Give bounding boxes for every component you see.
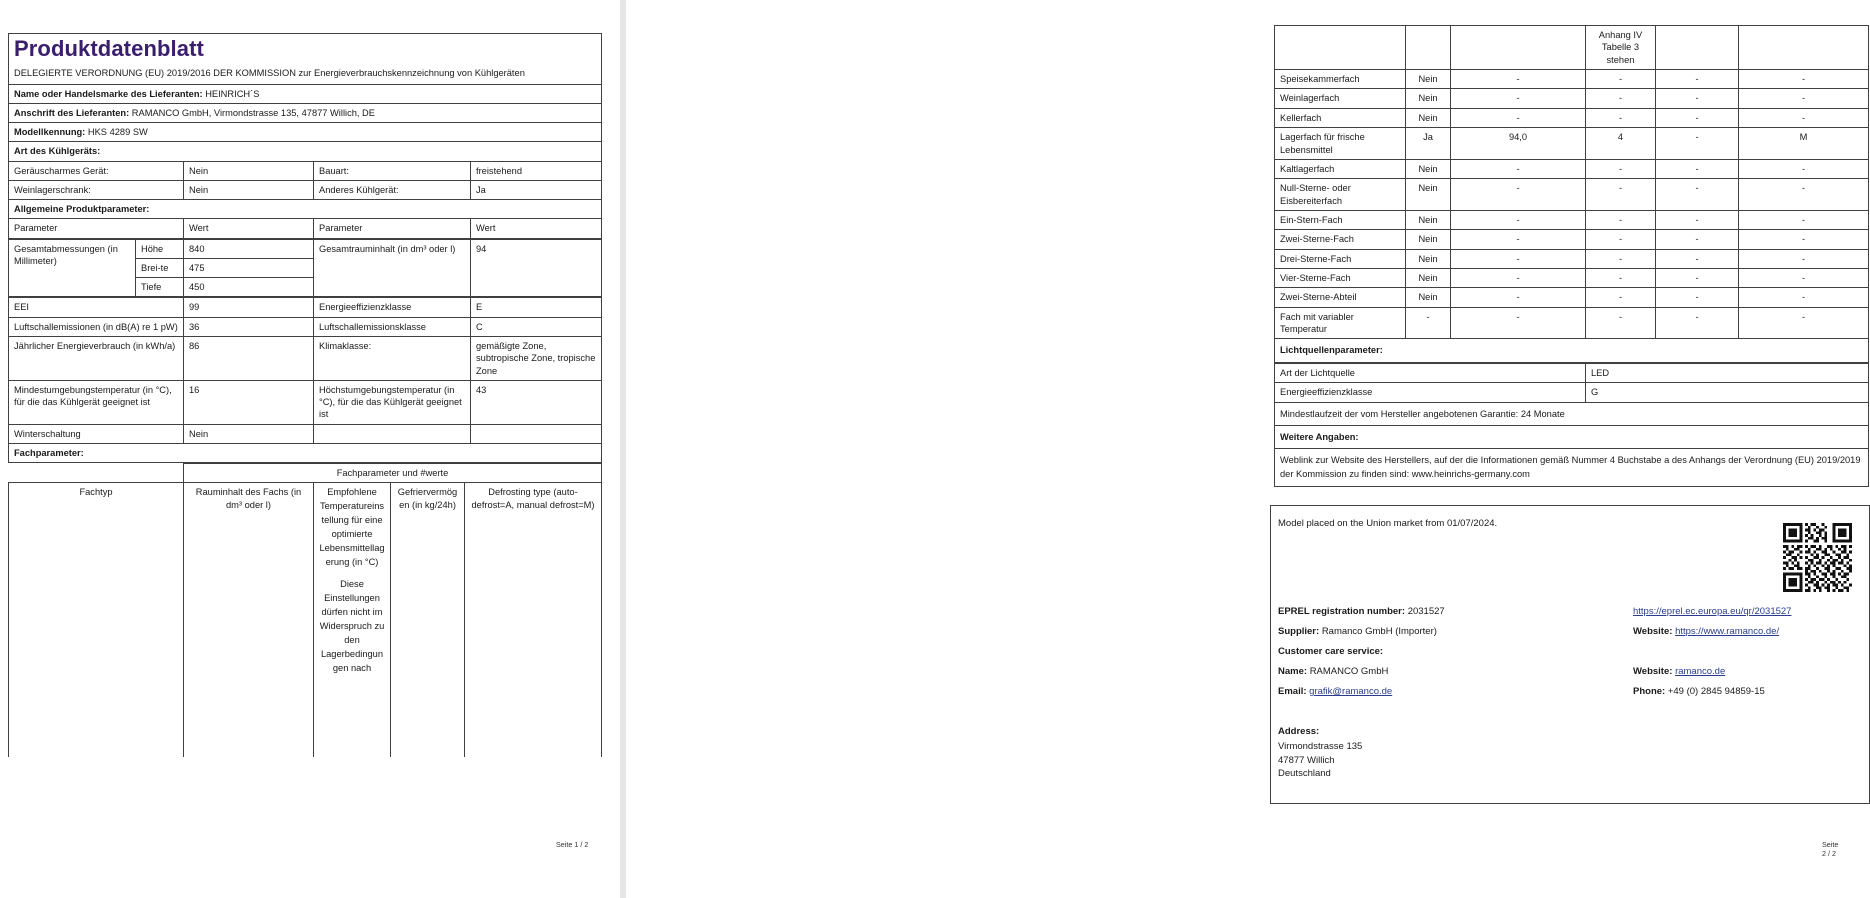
compartment-defrost-header: Defrosting type (auto-defrost=A, manual defrost=M) bbox=[465, 483, 602, 758]
care-name-value: RAMANCO GmbH bbox=[1309, 666, 1389, 677]
qr-code-icon bbox=[1783, 523, 1852, 592]
compartment-type: Ein-Stern-Fach bbox=[1275, 210, 1406, 229]
supplier-address-cell bbox=[9, 103, 602, 122]
compartment-defrost: - bbox=[1739, 230, 1869, 249]
overall-dimensions-label: Gesamtabmessungen (in Millimeter) bbox=[9, 239, 136, 297]
table-row bbox=[9, 219, 602, 238]
warranty-cell bbox=[1275, 402, 1869, 425]
table-row bbox=[9, 464, 602, 483]
model-id-value: HKS 4289 SW bbox=[87, 127, 148, 138]
table-row bbox=[1275, 230, 1869, 249]
compartment-temp: - bbox=[1586, 108, 1656, 127]
section-compartment-parameters: Fachparameter: bbox=[9, 443, 602, 462]
hdr-blank-volume bbox=[1451, 26, 1586, 70]
compartment-volume: - bbox=[1451, 159, 1586, 178]
compartment-defrost: - bbox=[1739, 249, 1869, 268]
footer-page-2: Seite 2 / 2 bbox=[1822, 840, 1839, 858]
compartment-type: Zwei-Sterne-Fach bbox=[1275, 230, 1406, 249]
total-volume-value: 94 bbox=[471, 239, 602, 297]
table-row bbox=[1275, 249, 1869, 268]
warranty-label: Mindestlaufzeit der vom Hersteller angebotenen Garantie: bbox=[1280, 408, 1519, 419]
address-block bbox=[1278, 725, 1362, 781]
supplier-value: Ramanco GmbH (Importer) bbox=[1321, 626, 1437, 637]
table-row bbox=[1275, 159, 1869, 178]
compartment-temp: - bbox=[1586, 288, 1656, 307]
supplier-name-label: Name oder Handelsmarke des Lieferanten: bbox=[14, 88, 203, 99]
construction-label: Bauart: bbox=[314, 161, 471, 180]
compartment-temp: - bbox=[1586, 269, 1656, 288]
section-light-source-parameters: Lichtquellenparameter: bbox=[1275, 339, 1869, 362]
low-noise-label: Geräuscharmes Gerät: bbox=[9, 161, 184, 180]
supplier-address-value: RAMANCO GmbH, Virmondstrasse 135, 47877 Willich, DE bbox=[131, 107, 375, 118]
compartment-freeze: - bbox=[1656, 108, 1739, 127]
compartment-present: Nein bbox=[1406, 288, 1451, 307]
hdr-blank-defrost bbox=[1739, 26, 1869, 70]
depth-value: 450 bbox=[184, 278, 314, 297]
left-content bbox=[8, 33, 601, 757]
email-label: Email: bbox=[1278, 686, 1307, 697]
height-value: 840 bbox=[184, 239, 314, 258]
compartment-temp: - bbox=[1586, 210, 1656, 229]
compartment-type: Weinlagerfach bbox=[1275, 89, 1406, 108]
supplier-address-label: Anschrift des Lieferanten: bbox=[14, 107, 130, 118]
noise-class-value: C bbox=[471, 317, 602, 336]
eprel-row bbox=[1278, 606, 1864, 617]
care-name-cell bbox=[1278, 666, 1633, 677]
phone-cell bbox=[1633, 686, 1863, 697]
address-line-3: Deutschland bbox=[1278, 768, 1331, 780]
wine-cabinet-label: Weinlagerschrank: bbox=[9, 180, 184, 199]
noise-emission-value: 36 bbox=[184, 317, 314, 336]
other-appliance-value: Ja bbox=[471, 180, 602, 199]
hdr-blank-type bbox=[1275, 26, 1406, 70]
table-row bbox=[9, 483, 602, 758]
address-line-2: 47877 Willich bbox=[1278, 754, 1335, 766]
email-cell bbox=[1278, 686, 1633, 697]
email-row bbox=[1278, 686, 1864, 697]
noise-emission-label: Luftschallemissionen (in dB(A) re 1 pW) bbox=[9, 317, 184, 336]
compartment-type: Lagerfach für frische Lebensmittel bbox=[1275, 128, 1406, 160]
compartment-type: Vier-Sterne-Fach bbox=[1275, 269, 1406, 288]
compartment-volume: - bbox=[1451, 89, 1586, 108]
table-row bbox=[1275, 210, 1869, 229]
page-1 bbox=[0, 0, 620, 898]
compartment-type: Drei-Sterne-Fach bbox=[1275, 249, 1406, 268]
care-name-label: Name: bbox=[1278, 666, 1308, 677]
width-value: 475 bbox=[184, 258, 314, 277]
compartment-present: Nein bbox=[1406, 108, 1451, 127]
table-row bbox=[1275, 179, 1869, 211]
max-ambient-value: 43 bbox=[471, 380, 602, 424]
section-general-parameters: Allgemeine Produktparameter: bbox=[9, 200, 602, 219]
compartment-temp: - bbox=[1586, 159, 1656, 178]
table-row bbox=[9, 84, 602, 103]
title-cell bbox=[9, 34, 602, 85]
care-website-link[interactable]: ramanco.de bbox=[1675, 666, 1726, 677]
winter-setting-label: Winterschaltung bbox=[9, 424, 184, 443]
contact-info-panel bbox=[1270, 505, 1870, 804]
compartment-defrost: M bbox=[1739, 128, 1869, 160]
compartment-present: Nein bbox=[1406, 89, 1451, 108]
compartment-freeze: - bbox=[1656, 288, 1739, 307]
compartment-header-table bbox=[8, 463, 602, 757]
compartment-temp-header bbox=[314, 483, 391, 758]
compartment-volume: - bbox=[1451, 307, 1586, 339]
winter-empty-label bbox=[314, 424, 471, 443]
compartment-defrost: - bbox=[1739, 159, 1869, 178]
hdr-blank-freeze bbox=[1656, 26, 1739, 70]
phone-value: +49 (0) 2845 94859-15 bbox=[1667, 686, 1765, 697]
eei-label: EEI bbox=[9, 298, 184, 317]
compartment-temp: - bbox=[1586, 230, 1656, 249]
table-row bbox=[1275, 339, 1869, 362]
compartment-freeze: - bbox=[1656, 70, 1739, 89]
eprel-value: 2031527 bbox=[1407, 606, 1445, 617]
compartment-table-continued bbox=[1274, 25, 1869, 363]
annual-energy-value: 86 bbox=[184, 337, 314, 381]
compartment-present: Nein bbox=[1406, 210, 1451, 229]
compartment-type: Kellerfach bbox=[1275, 108, 1406, 127]
compartment-present: Nein bbox=[1406, 230, 1451, 249]
hdr-blank-present bbox=[1406, 26, 1451, 70]
eprel-link[interactable]: https://eprel.ec.europa.eu/qr/2031527 bbox=[1633, 606, 1792, 617]
construction-value: freistehend bbox=[471, 161, 602, 180]
address-label: Address: bbox=[1278, 726, 1320, 737]
table-row bbox=[1275, 307, 1869, 339]
compartment-type: Null-Sterne- oder Eisbereiterfach bbox=[1275, 179, 1406, 211]
compartment-defrost: - bbox=[1739, 108, 1869, 127]
table-row bbox=[1275, 269, 1869, 288]
table-row bbox=[1275, 288, 1869, 307]
page-subtitle: DELEGIERTE VERORDNUNG (EU) 2019/2016 DER KOMMISSION zur Energieverbrauchskennzeichnung von Kühlgeräten bbox=[14, 68, 525, 79]
compartment-temp: - bbox=[1586, 307, 1656, 339]
compartment-volume: - bbox=[1451, 179, 1586, 211]
table-row bbox=[1275, 128, 1869, 160]
depth-label: Tiefe bbox=[136, 278, 184, 297]
noise-class-label: Luftschallemissionsklasse bbox=[314, 317, 471, 336]
supplier-label: Supplier: bbox=[1278, 626, 1320, 637]
manufacturer-weblink-text: Weblink zur Website des Herstellers, auf der die Informationen gemäß Nummer 4 Buchstabe a des Anhangs der Verordnung (EU) 2019/2019 der Kommission zu finden sind: www.heinrichs-germany.com bbox=[1275, 449, 1869, 487]
compartment-temp-header-part1: Empfohlene Temperatureinstellung für eine optimierte Lebensmittellagerung (in °C) bbox=[319, 487, 385, 568]
phone-label: Phone: bbox=[1633, 686, 1666, 697]
compartment-freeze: - bbox=[1656, 89, 1739, 108]
blank-corner-cell bbox=[9, 464, 184, 483]
section-appliance-type: Art des Kühlgeräts: bbox=[9, 142, 602, 161]
light-energy-class-label: Energieeffizienzklasse bbox=[1275, 383, 1586, 402]
compartment-defrost: - bbox=[1739, 210, 1869, 229]
compartment-temp: - bbox=[1586, 89, 1656, 108]
supplier-website-cell bbox=[1633, 626, 1863, 637]
table-row bbox=[1275, 402, 1869, 425]
table-row bbox=[9, 161, 602, 180]
customer-care-cell bbox=[1278, 646, 1633, 657]
value-header-1: Wert bbox=[184, 219, 314, 238]
supplier-cell bbox=[1278, 626, 1633, 637]
warranty-value: 24 Monate bbox=[1520, 408, 1565, 419]
table-row bbox=[1275, 449, 1869, 487]
height-label: Höhe bbox=[136, 239, 184, 258]
table-row bbox=[1275, 363, 1869, 382]
dimensions-table bbox=[8, 239, 602, 298]
footer-page-1: Seite 1 / 2 bbox=[556, 840, 589, 849]
compartment-volume: - bbox=[1451, 70, 1586, 89]
table-row bbox=[9, 239, 602, 258]
winter-setting-value: Nein bbox=[184, 424, 314, 443]
compartment-volume: 94,0 bbox=[1451, 128, 1586, 160]
compartment-freeze: - bbox=[1656, 230, 1739, 249]
eprel-label: EPREL registration number: bbox=[1278, 606, 1406, 617]
compartment-present: - bbox=[1406, 307, 1451, 339]
value-header-2: Wert bbox=[471, 219, 602, 238]
compartment-present: Nein bbox=[1406, 269, 1451, 288]
supplier-name-value: HEINRICH´S bbox=[205, 88, 260, 99]
compartment-group-header: Fachparameter und #werte bbox=[184, 464, 602, 483]
energy-class-label: Energieeffizienzklasse bbox=[314, 298, 471, 317]
compartment-volume: - bbox=[1451, 249, 1586, 268]
compartment-type: Kaltlagerfach bbox=[1275, 159, 1406, 178]
table-row bbox=[9, 200, 602, 219]
compartment-defrost: - bbox=[1739, 269, 1869, 288]
compartment-freeze: - bbox=[1656, 159, 1739, 178]
compartment-freeze: - bbox=[1656, 128, 1739, 160]
compartment-type: Zwei-Sterne-Abteil bbox=[1275, 288, 1406, 307]
table-row bbox=[9, 123, 602, 142]
table-row bbox=[9, 103, 602, 122]
eei-value: 99 bbox=[184, 298, 314, 317]
table-row bbox=[1275, 26, 1869, 70]
customer-care-row bbox=[1278, 646, 1864, 657]
wine-cabinet-value: Nein bbox=[184, 180, 314, 199]
winter-empty-value bbox=[471, 424, 602, 443]
climate-class-value: gemäßigte Zone, subtropische Zone, tropische Zone bbox=[471, 337, 602, 381]
low-noise-value: Nein bbox=[184, 161, 314, 180]
customer-care-spacer bbox=[1633, 646, 1863, 657]
care-website-label: Website: bbox=[1633, 666, 1673, 677]
compartment-temp: - bbox=[1586, 179, 1656, 211]
address-line-1: Virmondstrasse 135 bbox=[1278, 740, 1363, 752]
compartment-temp: - bbox=[1586, 70, 1656, 89]
table-row bbox=[1275, 383, 1869, 402]
compartment-present: Nein bbox=[1406, 249, 1451, 268]
eprel-link-cell bbox=[1633, 606, 1863, 617]
compartment-freeze: - bbox=[1656, 269, 1739, 288]
light-source-table bbox=[1274, 363, 1869, 487]
table-row bbox=[1275, 108, 1869, 127]
compartment-volume: - bbox=[1451, 230, 1586, 249]
model-id-cell bbox=[9, 123, 602, 142]
contact-grid bbox=[1278, 606, 1864, 706]
compartment-volume: - bbox=[1451, 210, 1586, 229]
table-row bbox=[1275, 89, 1869, 108]
supplier-name-cell bbox=[9, 84, 602, 103]
compartment-type: Speisekammerfach bbox=[1275, 70, 1406, 89]
right-content bbox=[1274, 25, 1868, 487]
care-website-cell bbox=[1633, 666, 1863, 677]
table-row bbox=[9, 180, 602, 199]
model-id-label: Modellkennung: bbox=[14, 127, 86, 138]
compartment-volume: - bbox=[1451, 108, 1586, 127]
table-row bbox=[9, 337, 602, 381]
light-source-type-value: LED bbox=[1586, 363, 1869, 382]
min-ambient-label: Mindestumgebungstemperatur (in °C), für die das Kühlgerät geeignet ist bbox=[9, 380, 184, 424]
page-2 bbox=[626, 0, 1861, 898]
compartment-temp: - bbox=[1586, 249, 1656, 268]
width-label: Brei-te bbox=[136, 258, 184, 277]
name-row bbox=[1278, 666, 1864, 677]
supplier-website-link[interactable]: https://www.ramanco.de/ bbox=[1675, 626, 1780, 637]
compartment-type-header: Fachtyp bbox=[9, 483, 184, 758]
market-placement-note: Model placed on the Union market from 01/07/2024. bbox=[1278, 518, 1498, 529]
compartment-temp-header-part3: Anhang IV Tabelle 3 stehen bbox=[1586, 26, 1656, 70]
compartment-present: Nein bbox=[1406, 70, 1451, 89]
compartment-defrost: - bbox=[1739, 288, 1869, 307]
total-volume-label: Gesamtrauminhalt (in dm³ oder l) bbox=[314, 239, 471, 297]
table-row bbox=[9, 443, 602, 462]
light-source-type-label: Art der Lichtquelle bbox=[1275, 363, 1586, 382]
compartment-volume: - bbox=[1451, 269, 1586, 288]
energy-class-value: E bbox=[471, 298, 602, 317]
section-further-info: Weitere Angaben: bbox=[1275, 425, 1869, 448]
param-header-2: Parameter bbox=[314, 219, 471, 238]
table-row bbox=[9, 317, 602, 336]
compartment-defrost: - bbox=[1739, 89, 1869, 108]
compartment-freeze: - bbox=[1656, 249, 1739, 268]
supplier-row bbox=[1278, 626, 1864, 637]
eprel-number-cell bbox=[1278, 606, 1633, 617]
compartment-present: Nein bbox=[1406, 159, 1451, 178]
compartment-freeze: - bbox=[1656, 307, 1739, 339]
general-parameters-table bbox=[8, 297, 602, 463]
compartment-volume: - bbox=[1451, 288, 1586, 307]
light-energy-class-value: G bbox=[1586, 383, 1869, 402]
page-title: Produktdatenblatt bbox=[14, 36, 204, 61]
compartment-type: Fach mit variabler Temperatur bbox=[1275, 307, 1406, 339]
table-row bbox=[9, 298, 602, 317]
compartment-present: Ja bbox=[1406, 128, 1451, 160]
param-header-1: Parameter bbox=[9, 219, 184, 238]
compartment-freeze: - bbox=[1656, 210, 1739, 229]
supplier-website-label: Website: bbox=[1633, 626, 1673, 637]
compartment-volume-header: Rauminhalt des Fachs (in dm³ oder l) bbox=[184, 483, 314, 758]
climate-class-label: Klimaklasse: bbox=[314, 337, 471, 381]
compartment-defrost: - bbox=[1739, 70, 1869, 89]
min-ambient-value: 16 bbox=[184, 380, 314, 424]
max-ambient-label: Höchstumgebungstemperatur (in °C), für die das Kühlgerät geeignet ist bbox=[314, 380, 471, 424]
compartment-defrost: - bbox=[1739, 307, 1869, 339]
compartment-present: Nein bbox=[1406, 179, 1451, 211]
compartment-freezing-header: Gefriervermögen (in kg/24h) bbox=[391, 483, 465, 758]
table-row bbox=[9, 380, 602, 424]
email-link[interactable]: grafik@ramanco.de bbox=[1309, 686, 1393, 697]
table-row bbox=[9, 424, 602, 443]
table-row bbox=[9, 142, 602, 161]
title-row bbox=[9, 34, 602, 85]
product-sheet-table-top bbox=[8, 33, 602, 239]
compartment-freeze: - bbox=[1656, 179, 1739, 211]
table-row bbox=[1275, 70, 1869, 89]
other-appliance-label: Anderes Kühlgerät: bbox=[314, 180, 471, 199]
annual-energy-label: Jährlicher Energieverbrauch (in kWh/a) bbox=[9, 337, 184, 381]
customer-care-label: Customer care service: bbox=[1278, 646, 1384, 657]
compartment-temp: 4 bbox=[1586, 128, 1656, 160]
compartment-defrost: - bbox=[1739, 179, 1869, 211]
compartment-temp-header-part2: Diese Einstellungen dürfen nicht im Widerspruch zu den Lagerbedingungen nach bbox=[319, 579, 385, 673]
table-row bbox=[1275, 425, 1869, 448]
